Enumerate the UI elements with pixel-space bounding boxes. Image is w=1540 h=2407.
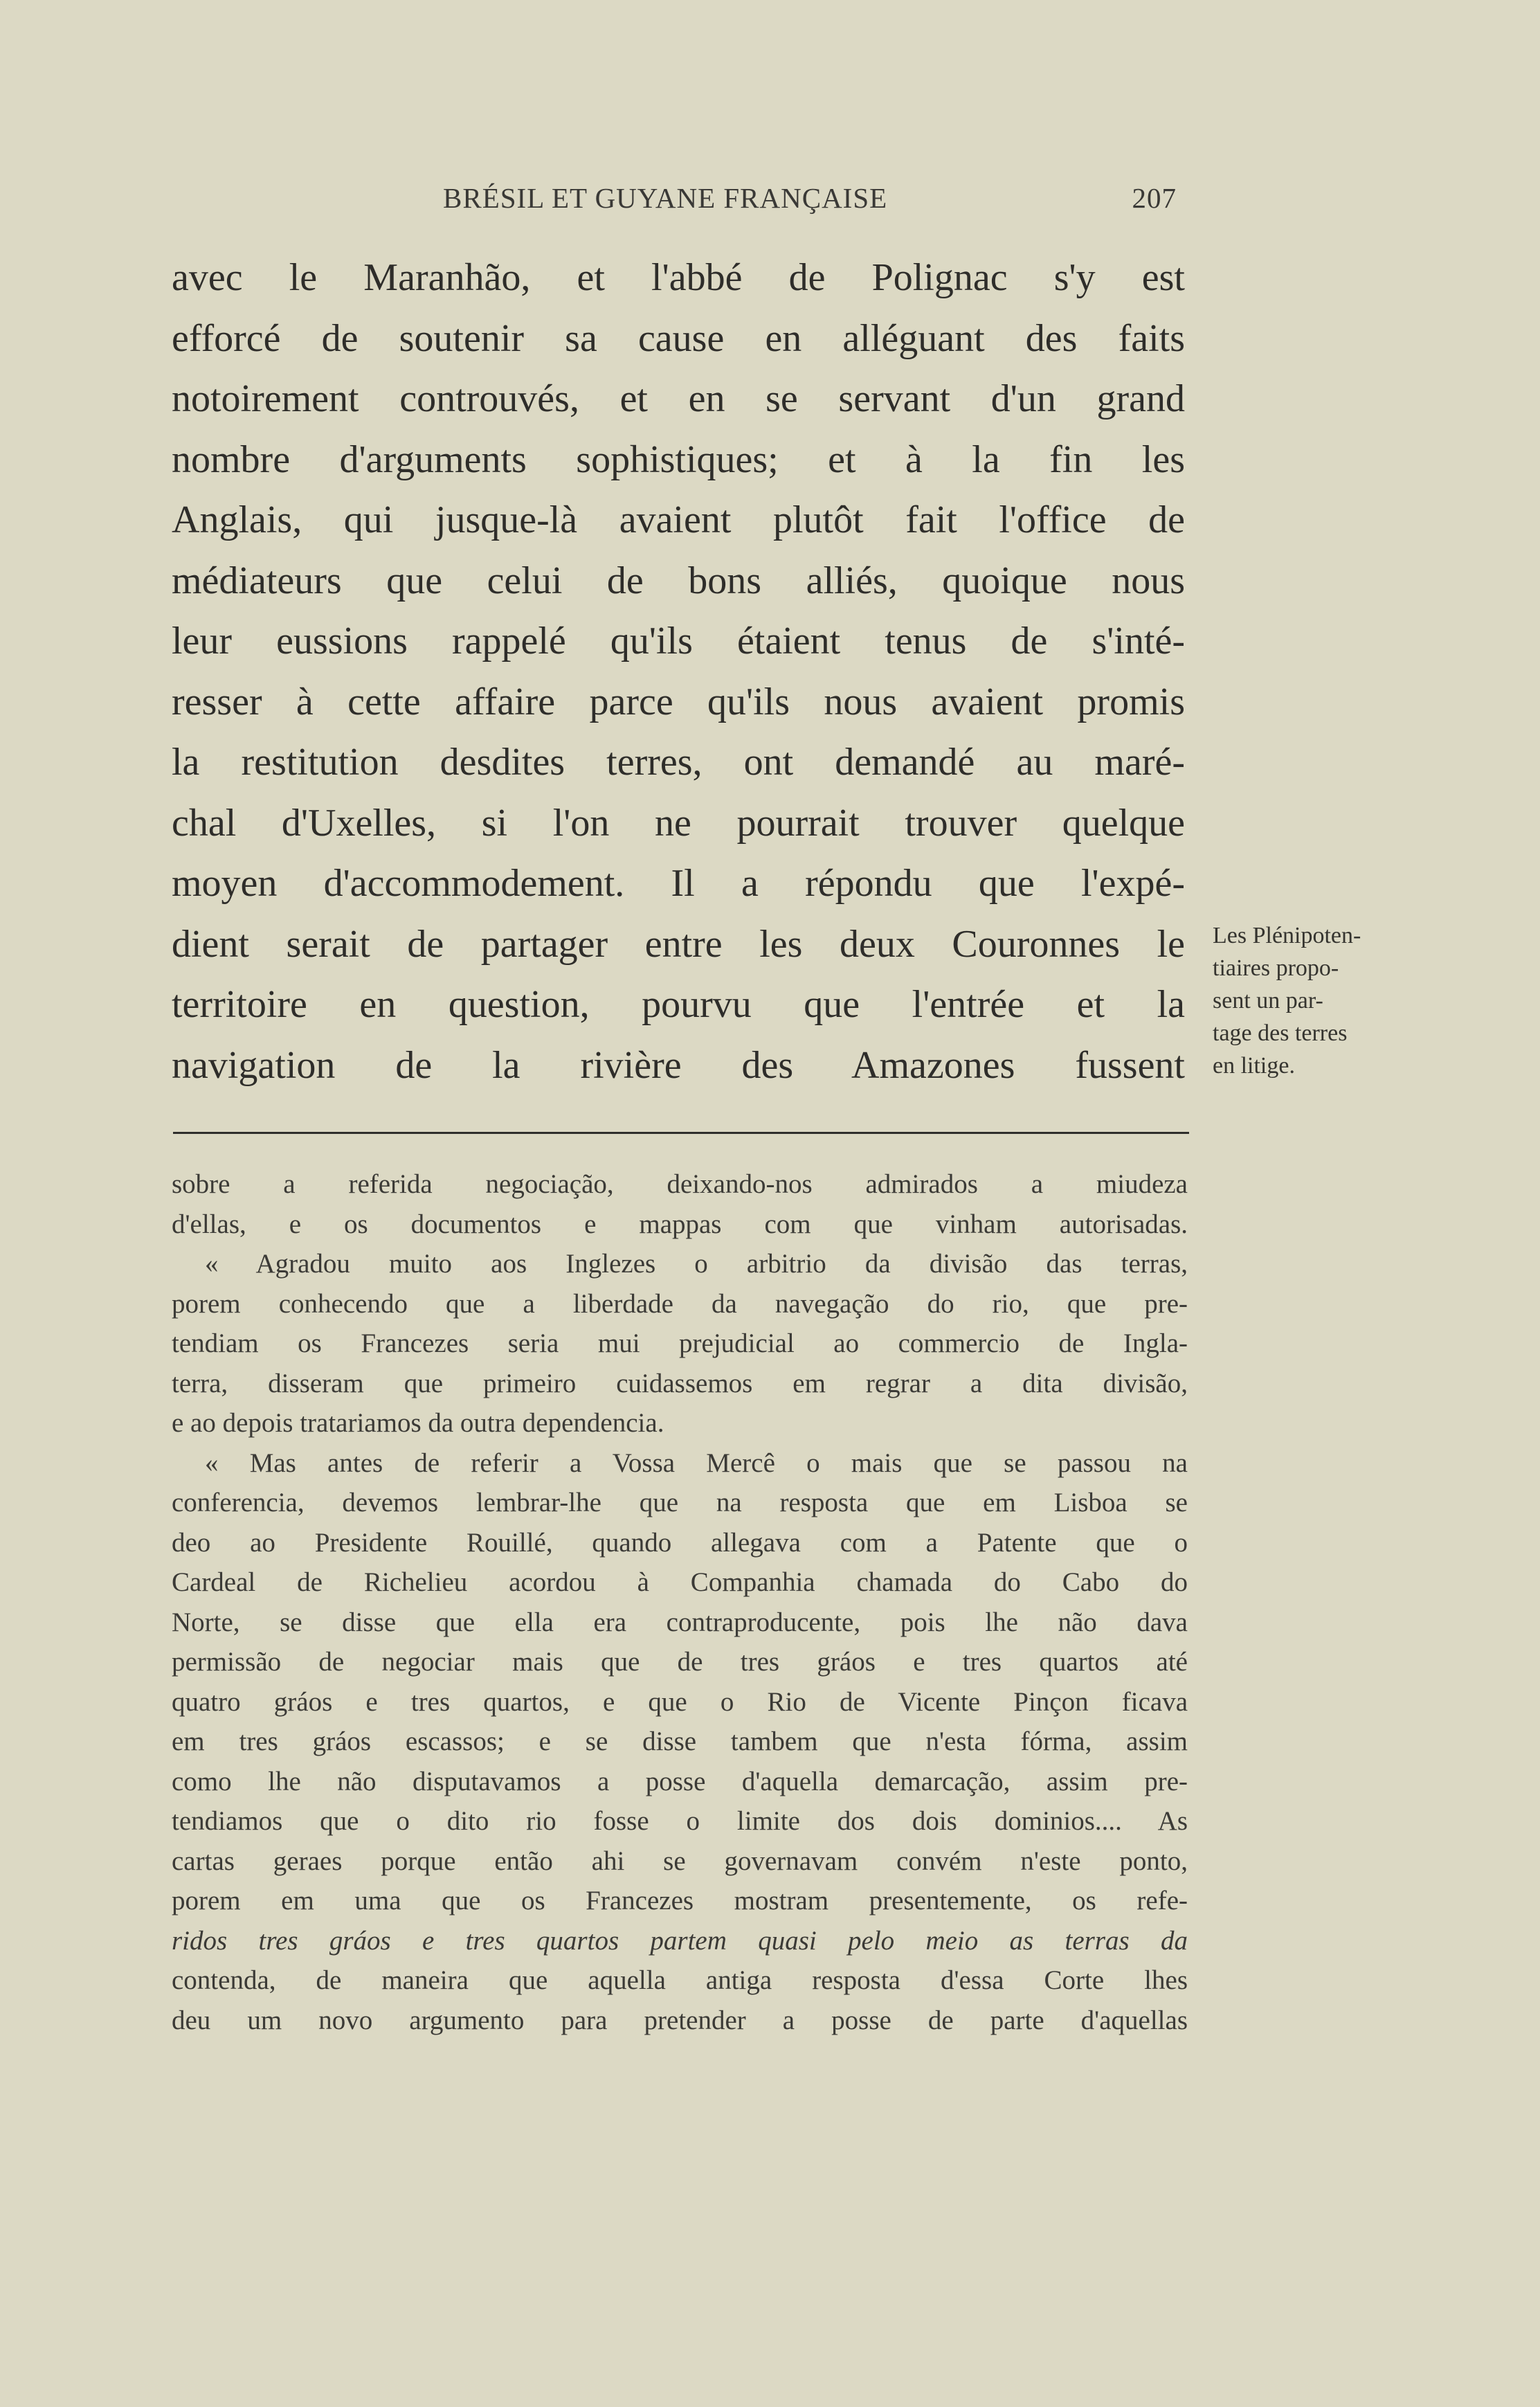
footnote-line: permissão de negociar mais que de tres gráos e tres quartos até bbox=[172, 1647, 1188, 1677]
main-text-line: médiateurs que celui de bons alliés, quoique nous bbox=[172, 559, 1185, 602]
footnote-divider bbox=[173, 1132, 1189, 1134]
main-text-line: Anglais, qui jusque-là avaient plutôt fait l'office de bbox=[172, 498, 1185, 541]
footnote-line: contenda, de maneira que aquella antiga resposta d'essa Corte lhes bbox=[172, 1965, 1188, 1995]
margin-note bbox=[1213, 919, 1420, 1082]
margin-note-line: sent un par- bbox=[1213, 988, 1323, 1013]
main-text-line: la restitution desdites terres, ont demandé au maré- bbox=[172, 741, 1185, 784]
margin-note-line: en litige. bbox=[1213, 1053, 1295, 1079]
footnote-line: sobre a referida negociação, deixando-nos admirados a miudeza bbox=[172, 1169, 1188, 1199]
footnote-line: conferencia, devemos lembrar-lhe que na resposta que em Lisboa se bbox=[172, 1488, 1188, 1517]
footnote-line: tendiam os Francezes seria mui prejudicial ao commercio de Ingla- bbox=[172, 1328, 1188, 1358]
footnote-line: em tres gráos escassos; e se disse tambem que n'esta fórma, assim bbox=[172, 1727, 1188, 1756]
margin-note-line: tage des terres bbox=[1213, 1020, 1348, 1046]
footnote-line: cartas geraes porque então ahi se governavam convém n'este ponto, bbox=[172, 1846, 1188, 1876]
footnote-line: ridos tres gráos e tres quartos partem quasi pelo meio as terras da bbox=[172, 1925, 1188, 1956]
main-text-line: moyen d'accommodement. Il a répondu que l'expé- bbox=[172, 862, 1185, 905]
footnote-line: tendiamos que o dito rio fosse o limite dos dois dominios.... As bbox=[172, 1806, 1188, 1836]
main-text-line: avec le Maranhão, et l'abbé de Polignac s'y est bbox=[172, 256, 1185, 299]
margin-note-line: Les Plénipoten- bbox=[1213, 923, 1361, 948]
footnote-line: terra, disseram que primeiro cuidassemos em regrar a dita divisão, bbox=[172, 1368, 1188, 1398]
footnote-line: quatro gráos e tres quartos, e que o Rio de Vicente Pinçon ficava bbox=[172, 1686, 1188, 1717]
main-text-line: notoirement controuvés, et en se servant d'un grand bbox=[172, 377, 1185, 420]
main-text-line: nombre d'arguments sophistiques; et à la fin les bbox=[172, 438, 1185, 481]
main-text bbox=[172, 248, 1185, 1096]
footnote-line: « Mas antes de referir a Vossa Mercê o mais que se passou na bbox=[205, 1448, 1188, 1478]
page-number: 207 bbox=[1132, 182, 1177, 214]
main-text-line: navigation de la rivière des Amazones fussent bbox=[172, 1043, 1185, 1087]
footnote-line: e ao depois tratariamos da outra dependencia. bbox=[172, 1408, 664, 1438]
main-text-line: chal d'Uxelles, si l'on ne pourrait trouver quelque bbox=[172, 801, 1185, 845]
footnote-line: Norte, se disse que ella era contraproducente, pois lhe não dava bbox=[172, 1607, 1188, 1637]
footnote-line: porem conhecendo que a liberdade da navegação do rio, que pre- bbox=[172, 1288, 1188, 1319]
margin-note-line: tiaires propo- bbox=[1213, 955, 1339, 981]
footnote-line: como lhe não disputavamos a posse d'aquella demarcação, assim pre- bbox=[172, 1766, 1188, 1796]
footnote-line: deo ao Presidente Rouillé, quando allegava com a Patente que o bbox=[172, 1527, 1188, 1558]
footnote-line: d'ellas, e os documentos e mappas com que vinham autorisadas. bbox=[172, 1209, 1188, 1239]
footnote-line: porem em uma que os Francezes mostram presentemente, os refe- bbox=[172, 1886, 1188, 1915]
main-text-line: dient serait de partager entre les deux Couronnes le bbox=[172, 922, 1185, 966]
main-text-line: efforcé de soutenir sa cause en alléguant des faits bbox=[172, 316, 1185, 360]
footnote-line: « Agradou muito aos Inglezes o arbitrio da divisão das terras, bbox=[205, 1249, 1188, 1279]
footnote-line: Cardeal de Richelieu acordou à Companhia chamada do Cabo do bbox=[172, 1567, 1188, 1597]
running-head-title: BRÉSIL ET GUYANE FRANÇAISE bbox=[443, 182, 888, 214]
footnote bbox=[172, 1164, 1188, 2040]
main-text-line: leur eussions rappelé qu'ils étaient tenus de s'inté- bbox=[172, 620, 1185, 662]
main-text-line: territoire en question, pourvu que l'entrée et la bbox=[172, 983, 1185, 1026]
footnote-line: deu um novo argumento para pretender a posse de parte d'aquellas bbox=[172, 2005, 1188, 2035]
main-text-line: resser à cette affaire parce qu'ils nous avaient promis bbox=[172, 680, 1185, 723]
